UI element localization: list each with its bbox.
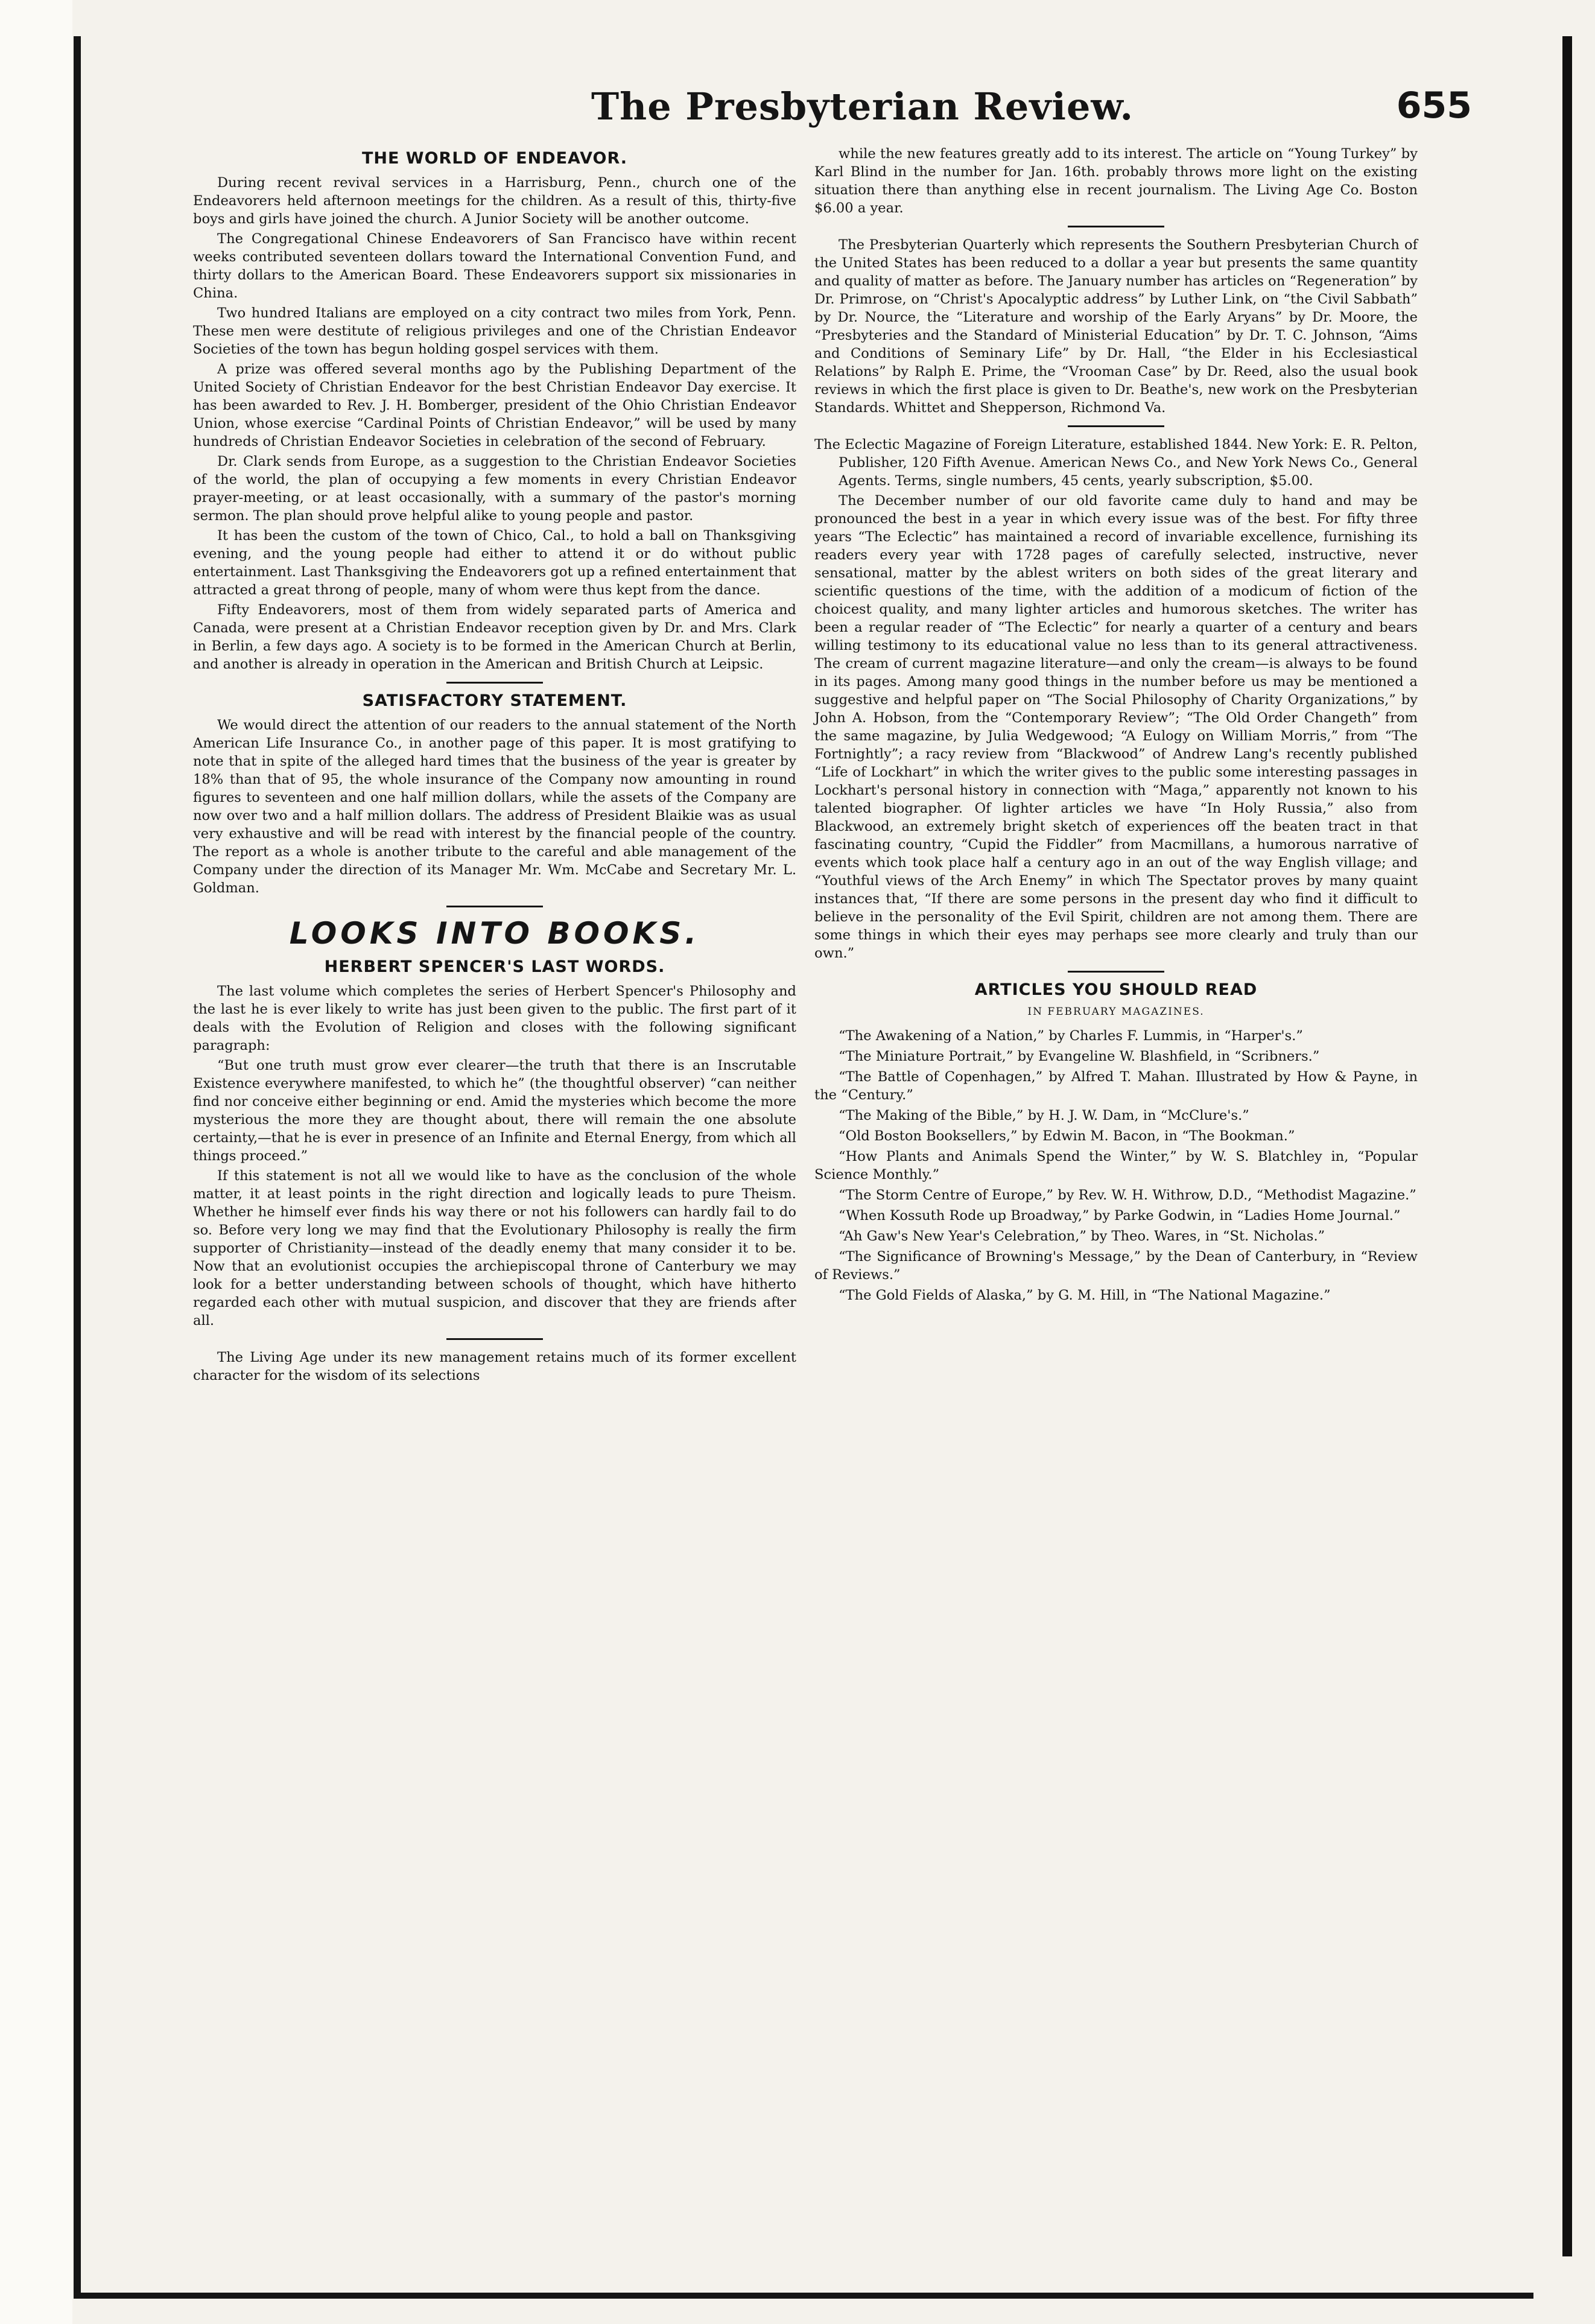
right-border-rule <box>1562 36 1572 2256</box>
page-number: 655 <box>1396 84 1472 127</box>
list-item: “The Storm Centre of Europe,” by Rev. W. H. Withrow, D.D., “Methodist Magazine.” <box>839 1187 1416 1203</box>
paragraph: Two hundred Italians are employed on a city contract two miles from York, Penn. These men were destitute of religious privileges and one of the Christian Endeavor Societies of the town has begun holding gospel services with them. <box>193 305 796 357</box>
section-heading: HERBERT SPENCER'S LAST WORDS. <box>324 957 665 976</box>
paragraph: We would direct the attention of our readers to the annual statement of the North American Life Insurance Co., in another page of this paper. It is most gratifying to note that in spite of the alleged hard times that the business of the year is greater by 18% than that of 95, the whole insurance of the Company now amounting in round figures to seventeen and one half million dollars, while the assets of the Company are now over two and a half million dollars. The address of President Blaikie was as usual very exhaustive and will be read with interest by the financial people of the country. The report as a whole is another tribute to the careful and able management of the Company under the direction of its Manager Mr. Wm. McCabe and Secretary Mr. L. Goldman. <box>193 717 796 896</box>
paragraph: The Congregational Chinese Endeavorers of San Francisco have within recent weeks contributed seventeen dollars toward the International Convention Fund, and thirty dollars to the American Board. These Endeavorers support six missionaries in China. <box>193 231 796 301</box>
section-rule <box>446 906 543 907</box>
paragraph: Dr. Clark sends from Europe, as a suggestion to the Christian Endeavor Societies of the world, the plan of occupying a few moments in every Christian Endeavor prayer-meeting, or at least occasionally, with a summary of the pastor's morning sermon. The plan should prove helpful alike to young people and pastor. <box>193 454 796 524</box>
section-heading: THE WORLD OF ENDEAVOR. <box>361 149 628 168</box>
list-item: “The Miniature Portrait,” by Evangeline W. Blashfield, in “Scribners.” <box>839 1049 1320 1064</box>
paragraph: The December number of our old favorite came duly to hand and may be pronounced the best in a year in which every issue was of the best. For fifty three years “The Eclectic” has maintained a record of invariable excellence, furnishing its readers every year with 1728 pages of carefully selected, instructive, never sensational, matter by the ablest writers on both sides of the great literary and scientific questions of the time, with the addition of a modicum of fiction of the choicest quality, and many lighter articles and humorous sketches. The writer has been a regular reader of “The Eclectic” for nearly a quarter of a century and bears willing testimony to its educational value no less than to its general attractiveness. The cream of current magazine literature—and only the cream—is always to be found in its pages. Among many good things in the number before us may be mentioned a suggestive and helpful paper on “The Social Philosophy of Charity Organizations,” by John A. Hobson, from the “Contemporary Review”; “The Old Order Changeth” from the same magazine, by Julia Wedgewood; “A Eulogy on William Morris,” from “The Fortnightly”; a racy review from “Blackwood” of Andrew Lang's recently published “Life of Lockhart” in which the writer gives to the public some interesting passages in Lockhart's personal history in connection with “Maga,” apparently not known to his talented biographer. Of lighter articles we have “In Holy Russia,” also from Blackwood, an extremely bright sketch of experiences off the beaten tract in that fascinating country, “Cupid the Fiddler” from Macmillans, a humorous narrative of events which took place half a century ago in an out of the way English village; and “Youthful views of the Arch Enemy” in which The Spectator proves by many quaint instances that, “If there are some persons in the present day who find it difficult to believe in the personality of the Evil Spirit, children are not among them. There are some things in which their eyes may perhaps see more clearly and truly than our own.” <box>814 493 1418 961</box>
left-border-rule <box>74 36 81 2293</box>
section-heading: SATISFACTORY STATEMENT. <box>362 691 627 710</box>
list-item: “Ah Gaw's New Year's Celebration,” by Theo. Wares, in “St. Nicholas.” <box>839 1228 1325 1244</box>
section-rule <box>446 1338 543 1340</box>
list-item: “The Awakening of a Nation,” by Charles F. Lummis, in “Harper's.” <box>839 1028 1303 1044</box>
paragraph: Fifty Endeavorers, most of them from widely separated parts of America and Canada, were present at a Christian Endeavor reception given by Dr. and Mrs. Clark in Berlin, a few days ago. A society is to be formed in the American Church at Berlin, and another is already in operation in the American and British Church at Leipsic. <box>193 602 796 672</box>
list-item: “The Battle of Copenhagen,” by Alfred T. Mahan. Illustrated by How & Payne, in the “Century.” <box>814 1069 1418 1103</box>
section-rule <box>1068 971 1164 973</box>
section-subheading: IN FEBRUARY MAGAZINES. <box>1027 1006 1205 1018</box>
page-header <box>97 84 1544 139</box>
right-column <box>814 145 1418 1307</box>
paragraph: while the new features greatly add to its interest. The article on “Young Turkey” by Karl Blind in the number for Jan. 16th. probably throws more light on the existing situation there than anything else in recent journalism. The Living Age Co. Boston $6.00 a year. <box>814 146 1418 216</box>
section-rule <box>1068 226 1164 227</box>
paragraph: The last volume which completes the series of Herbert Spencer's Philosophy and the last he is ever likely to write has just been given to the public. The first part of it deals with the Evolution of Religion and closes with the following significant paragraph: <box>193 983 796 1053</box>
paragraph: If this statement is not all we would like to have as the conclusion of the whole matter, it at least points in the right direction and logically leads to pure Theism. Whether he himself ever finds his way there or not his followers can hardly fail to do so. Before very long we may find that the Evolutionary Philosophy is really the firm supporter of Christianity—instead of the deadly enemy that many consider it to be. Now that an evolutionist occupies the archiepiscopal throne of Canterbury we may look for a better understanding between schools of thought, which have hitherto regarded each other with mutual suspicion, and discover that they are friends after all. <box>193 1168 796 1329</box>
running-title: The Presbyterian Review. <box>591 84 1134 129</box>
paragraph: It has been the custom of the town of Chico, Cal., to hold a ball on Thanksgiving evening, and the young people had either to attend it or do without public entertainment. Last Thanksgiving the Endeavorers got up a refined entertainment that attracted a great throng of people, many of whom were thus kept from the dance. <box>193 528 796 598</box>
list-item: “The Making of the Bible,” by H. J. W. Dam, in “McClure's.” <box>839 1108 1249 1123</box>
bottom-border-rule <box>74 2293 1533 2299</box>
list-item: “How Plants and Animals Spend the Winter,” by W. S. Blatchley in, “Popular Science Monthly.” <box>814 1149 1418 1183</box>
section-rule <box>446 682 543 684</box>
paragraph: The Living Age under its new management retains much of its former excellent character for the wisdom of its selections <box>193 1350 796 1383</box>
article-list <box>814 1027 1418 1304</box>
section-rule <box>1068 425 1164 427</box>
department-heading: LOOKS INTO BOOKS. <box>289 916 700 951</box>
left-column <box>193 145 796 1386</box>
list-item: “The Gold Fields of Alaska,” by G. M. Hill, in “The National Magazine.” <box>839 1287 1331 1303</box>
paragraph: The Presbyterian Quarterly which represents the Southern Presbyterian Church of the United States has been reduced to a dollar a year but presents the same quantity and quality of matter as before. The January number has articles on “Regeneration” by Dr. Primrose, on “Christ's Apocalyptic address” by Luther Link, on “the Civil Sabbath” by Dr. Nource, the “Literature and worship of the Early Aryans” by Dr. Moore, the “Presbyteries and the Standard of Ministerial Education” by Dr. T. C. Johnson, “Aims and Conditions of Seminary Life” by Dr. Hall, “the Elder in his Ecclesiastical Relations” by Ralph E. Prime, the “Vrooman Case” by Dr. Reed, also the usual book reviews in which the first place is given to Dr. Beathe's, new work on the Presbyterian Standards. Whittet and Shepperson, Richmond Va. <box>814 237 1418 416</box>
section-heading: ARTICLES YOU SHOULD READ <box>974 980 1258 999</box>
publication-notice: The Eclectic Magazine of Foreign Literature, established 1844. New York: E. R. Pelton, Publisher, 120 Fifth Avenue. American News Co., and New York News Co., General Agents. Terms, single numbers, 45 cents, yearly subscription, $5.00. <box>814 437 1418 489</box>
list-item: “Old Boston Booksellers,” by Edwin M. Bacon, in “The Bookman.” <box>839 1128 1295 1144</box>
quotation: “But one truth must grow ever clearer—the truth that there is an Inscrutable Existence everywhere manifested, to which he” (the thoughtful observer) “can neither find nor conceive either beginning or end. Amid the mysteries which become the more mysterious the more they are thought about, there will remain the one absolute certainty,—that he is ever in presence of an Infinite and Eternal Energy, from which all things proceed.” <box>193 1058 796 1164</box>
paragraph: A prize was offered several months ago by the Publishing Department of the United Society of Christian Endeavor for the best Christian Endeavor Day exercise. It has been awarded to Rev. J. H. Bomberger, president of the Ohio Christian Endeavor Union, whose exercise “Cardinal Points of Christian Endeavor,” will be used by many hundreds of Christian Endeavor Societies in celebration of the second of February. <box>193 361 796 449</box>
list-item: “When Kossuth Rode up Broadway,” by Parke Godwin, in “Ladies Home Journal.” <box>839 1208 1401 1224</box>
list-item: “The Significance of Browning's Message,” by the Dean of Canterbury, in “Review of Reviews.” <box>814 1249 1418 1283</box>
scan-margin <box>0 0 72 2324</box>
paragraph: During recent revival services in a Harrisburg, Penn., church one of the Endeavorers held afternoon meetings for the children. As a result of this, thirty-five boys and girls have joined the church. A Junior Society will be another outcome. <box>193 175 796 227</box>
